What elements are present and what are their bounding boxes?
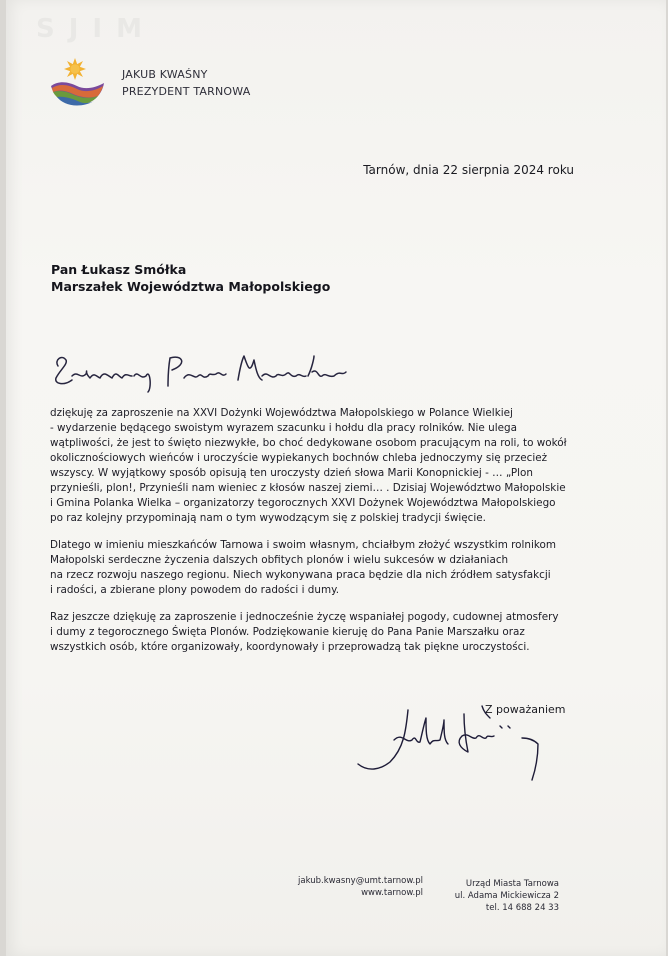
contact-online: [298, 875, 423, 899]
body-line: na rzecz rozwoju naszego regionu. Niech wykonywana praca będzie dla nich źródłem satysfakcji: [50, 569, 551, 581]
letter-body: [50, 406, 590, 667]
contact-office: [451, 878, 559, 914]
body-line: i Gmina Polanka Wielka – organizatorzy tegorocznych XXVI Dożynek Województwa Małopolskiego: [50, 497, 556, 509]
body-line: wszystkich osób, które organizowały, koordynowały i przeprowadzą tak piękne uroczystości.: [50, 641, 530, 653]
body-line: Dlatego w imieniu mieszkańców Tarnowa i swoim własnym, chciałbym złożyć wszystkim rolnikom: [50, 539, 556, 551]
recipient-block: [51, 261, 330, 295]
body-line: dziękuję za zaproszenie na XXVI Dożynki Województwa Małopolskiego w Polance Wielkiej: [50, 407, 513, 419]
body-line: Raz jeszcze dziękuję za zaproszenie i jednocześnie życzę wspaniałej pogody, cudownej atmosfery: [50, 611, 559, 623]
closing-phrase: Z poważaniem: [485, 703, 566, 716]
place-date: Tarnów, dnia 22 sierpnia 2024 roku: [363, 163, 574, 177]
office-address: ul. Adama Mickiewicza 2: [454, 891, 559, 901]
body-line: wszyscy. W wyjątkowy sposób opisują ten uroczysty dzień słowa Marii Konopnickiej - … „Plon: [50, 467, 533, 479]
handwritten-salutation: [50, 346, 350, 398]
body-line: i dumy z tegorocznego Święta Plonów. Podziękowanie kieruję do Pana Panie Marszałku oraz: [50, 626, 525, 638]
body-line: wątpliwości, że jest to święto niezwykłe, bo choć dedykowane osobom pracującym na roli, to wokół: [50, 437, 567, 449]
body-line: okolicznościowych wieńców i uroczyście wypiekanych bochnów chleba jednoczymy się przecież: [50, 452, 548, 464]
body-line: i radości, a zbierane plony powodem do radości i dumy.: [50, 584, 340, 596]
body-paragraph-3: [50, 610, 590, 655]
body-paragraph-1: [50, 406, 590, 526]
sender-title: PREZYDENT TARNOWA: [122, 85, 251, 98]
body-line: Małopolski serdeczne życzenia dalszych obfitych plonów i wielu sukcesów w działaniach: [50, 554, 509, 566]
sun-hills-logo-icon: [49, 52, 107, 110]
body-paragraph-2: [50, 538, 590, 598]
email-address: jakub.kwasny@umt.tarnow.pl: [298, 876, 423, 886]
body-line: przynieśli, plon!, Przynieśli nam wieniec z kłosów naszej ziemi… . Dzisiaj Województwo Małopolskie: [50, 482, 566, 494]
letter-page: [6, 0, 666, 956]
sender-header: [122, 66, 250, 100]
handwritten-signature: [350, 704, 556, 788]
recipient-title: Marszałek Województwa Małopolskiego: [51, 279, 331, 294]
recipient-name: Pan Łukasz Smółka: [51, 262, 187, 277]
body-line: po raz kolejny przypominają nam o tym wywodzącym się z polskiej tradycji święcie.: [50, 512, 486, 524]
bleed-through-marks: SJIM: [36, 14, 156, 44]
city-logo: [49, 52, 107, 110]
body-line: - wydarzenie będącego swoistym wyrazem szacunku i hołdu dla pracy rolników. Nie ulega: [50, 422, 517, 434]
office-name: Urząd Miasta Tarnowa: [465, 879, 559, 889]
sender-name: JAKUB KWAŚNY: [122, 68, 208, 81]
website-address: www.tarnow.pl: [361, 888, 423, 898]
office-phone: tel. 14 688 24 33: [485, 903, 559, 913]
